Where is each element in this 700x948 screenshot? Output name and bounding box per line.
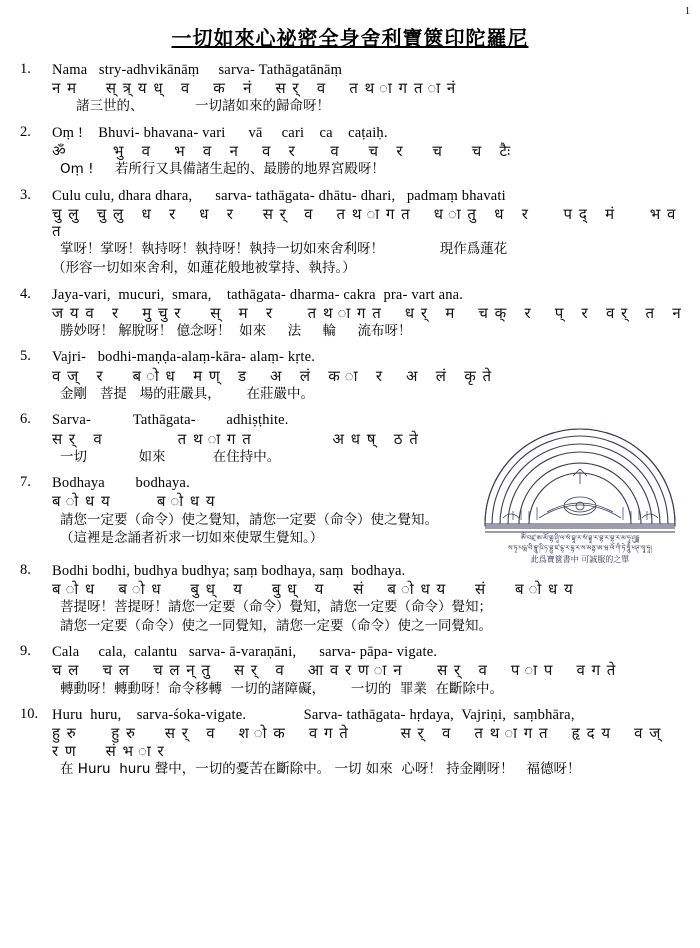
verse-entry bbox=[18, 411, 682, 466]
seal-caption-chinese: 此爲寶篋書中 可誠服的之單 bbox=[530, 555, 630, 564]
siddham-script: ज य व र मु चु र स् म र त थ ा ग त ध र् म च क् र प् र व र् त न bbox=[52, 303, 682, 322]
siddham-script: ब ो ध ब ो ध बु ध् य बु ध् य सं ब ो ध य सं ब ो ध य bbox=[52, 579, 574, 598]
siddham-script: ॐ भु व भ व न व र व च र च च टैः bbox=[52, 142, 512, 161]
seal-caption-line1: ༀ་བཛྲ་ཨ་མོ་གྷ་ཤཱི་ལ་སཾ་བྷཱ་ར་སཾ་བྷཱ་ར་བྷ་ར་བྷ་ར་མ་ཧཱ་ཤུདྡྷ bbox=[520, 534, 640, 542]
verse-number: 2. bbox=[20, 123, 31, 140]
verse-entry bbox=[18, 474, 682, 547]
chinese-translation: 請您一定要（命令）使之覺知，請您一定要（命令）使之覺知。 bbox=[60, 511, 438, 528]
romanized-mantra: Cala cala, calantu sarva- ā-varaṇāni, sarva- pāpa- vigate. bbox=[52, 644, 438, 661]
romanized-mantra: Bodhaya bodhaya. bbox=[52, 475, 190, 492]
chinese-note: （這裡是念誦者祈求一切如來使眾生覺知。） bbox=[60, 530, 324, 547]
page-number: 1 bbox=[685, 6, 690, 17]
verse-entry bbox=[18, 643, 682, 698]
verse-entry bbox=[18, 61, 682, 116]
romanized-mantra: Oṃ ! Bhuvi- bhavana- vari vā cari ca caṭaiḥ. bbox=[52, 124, 388, 141]
page-title: 一切如來心祕密全身舍利寶篋印陀羅尼 bbox=[171, 26, 529, 50]
siddham-script: च ल च ल च ल न् तु स र् व आ व र ण ा न स र् व प ा प व ग ते bbox=[52, 661, 617, 680]
verse-number: 4. bbox=[20, 285, 31, 302]
siddham-script: स र् व त थ ा ग त अ ध ष् ठ ते bbox=[52, 429, 419, 448]
chinese-translation: 金剛 菩提 場的莊嚴具， 在莊嚴中。 bbox=[60, 385, 314, 402]
romanized-mantra: Nama stry-adhvikānāṃ sarva- Tathāgatānāṃ bbox=[52, 62, 343, 78]
verse-entry bbox=[18, 562, 682, 635]
siddham-script: व ज् र ब ो ध म ण् ड अ लं क ा र अ लं कृ ते bbox=[52, 366, 493, 385]
chinese-translation: 諸三世的、 一切諸如來的歸命呀！ bbox=[76, 98, 330, 115]
verse-number: 8. bbox=[20, 561, 31, 578]
chinese-translation: 勝妙呀！ 解脫呀！ 億念呀！ 如來 法 輪 流布呀！ bbox=[60, 322, 412, 339]
romanized-mantra: Culu culu, dhara dhara, sarva- tathāgata- dhātu- dhari, padmaṃ bhavati bbox=[52, 187, 506, 204]
romanized-mantra: Huru huru, sarva-śoka-vigate. Sarva- tathāgata- hṛdaya, Vajriṇi, saṃbhāra, bbox=[52, 707, 575, 724]
verse-number: 7. bbox=[20, 474, 31, 491]
verse-entry bbox=[18, 286, 682, 341]
verse-number: 5. bbox=[20, 348, 31, 365]
romanized-mantra: Bodhi bodhi, budhya budhya; saṃ bodhaya, saṃ bodhaya. bbox=[52, 562, 406, 579]
romanized-mantra: Jaya-vari, mucuri, smara, tathāgata- dharma- cakra pra- vart ana. bbox=[52, 286, 464, 303]
verse-entry bbox=[18, 124, 682, 179]
verse-number: 3. bbox=[20, 186, 31, 203]
chinese-translation: 掌呀！掌呀！執持呀！執持呀！執持一切如來舍利呀！ 現作爲蓮花 bbox=[60, 241, 508, 258]
seal-caption-line2: ས་ཏྭ་པདྨ་བི་བྷཱུ་ཥི་ཏ་བྷུ་ཛ་དྷ་ར་དྷ་ར་ས་མནྟ་ཨ་ཝ་ལོ་ཀི་ཏེ་ཧཱུྃ་ཕཊ་སྭཱ་ཧཱ། bbox=[508, 544, 652, 552]
siddham-script: ब ो ध य ब ो ध य bbox=[52, 492, 216, 511]
siddham-script: हु रु हु रु स र् व श ो क व ग ते स र् व त थ ा ग त हृ द य व ज् र ण सं भ ा र bbox=[52, 724, 679, 760]
chinese-translation: 轉動呀！轉動呀！命令移轉 一切的諸障礙， 一切的 罪業 在斷除中。 bbox=[60, 680, 503, 697]
verse-entry bbox=[18, 187, 682, 278]
chinese-note: （形容一切如來舍利，如蓮花般地被掌持、執持。） bbox=[52, 260, 356, 277]
chinese-translation: 菩提呀！菩提呀！請您一定要（命令）覺知，請您一定要（命令）覺知； bbox=[60, 599, 492, 616]
romanized-mantra: Vajri- bodhi-maṇḍa-alaṃ-kāra- alaṃ- kṛte. bbox=[52, 349, 316, 366]
siddham-script: न म स् त्र् य ध् व क नं स र् व त थ ा ग त ा नं bbox=[52, 79, 457, 98]
verse-number: 10. bbox=[20, 706, 39, 723]
verse-entry bbox=[18, 706, 682, 778]
verse-number: 6. bbox=[20, 411, 31, 428]
chinese-translation: 一切 如來 在住持中。 bbox=[60, 448, 281, 465]
chinese-translation: 在 Huru huru 聲中，一切的憂苦在斷除中。 一切 如來 心呀！ 持金剛呀！ 福德呀！ bbox=[60, 760, 581, 777]
chinese-translation: 請您一定要（命令）使之一同覺知，請您一定要（命令）使之一同覺知。 bbox=[60, 617, 492, 634]
verse-entry bbox=[18, 348, 682, 403]
verse-number: 1. bbox=[20, 61, 31, 77]
siddham-script: चु लु चु लु ध र ध र स र् व त थ ा ग त ध ा तु ध र प द् मं भ व त bbox=[52, 204, 683, 241]
chinese-translation: Oṃ ! 若所行又具備諸生起的、最勝的地界宮殿呀！ bbox=[60, 161, 385, 178]
verse-number: 9. bbox=[20, 643, 31, 660]
romanized-mantra: Sarva- Tathāgata- adhiṣṭhite. bbox=[52, 412, 289, 429]
